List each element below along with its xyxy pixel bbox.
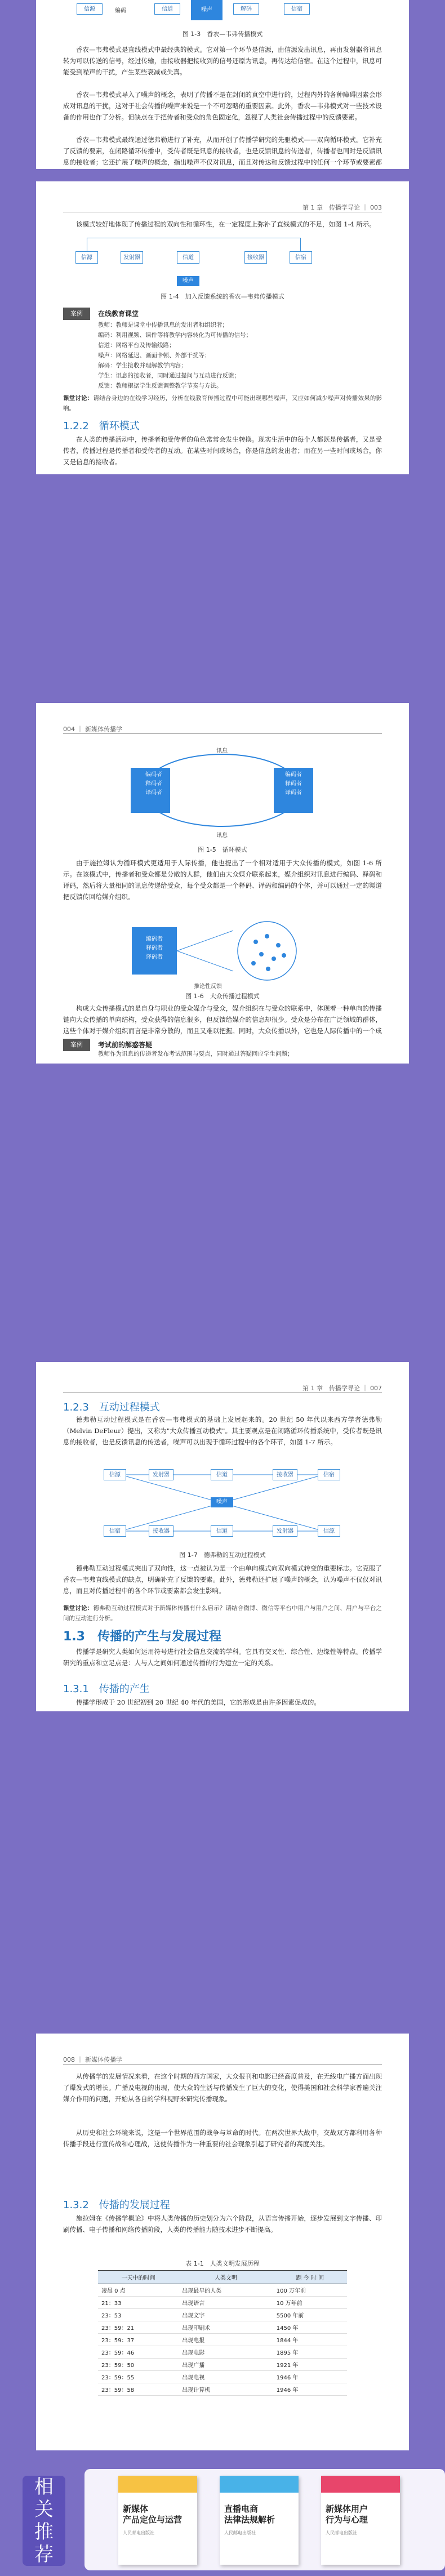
table-row — [98, 2383, 347, 2396]
paragraph: 该模式较好地体现了传播过程的双向性和循环性，在一定程度上弥补了直线模式的不足，如图 1-4 所示。 — [76, 220, 376, 228]
civilization-table — [98, 2270, 347, 2396]
receiver-box: 接收器 — [149, 1525, 173, 1537]
case-line: 反馈：教师根据学生反馈调整教学节奏与方法。 — [98, 382, 222, 389]
section-heading: 1.3.1 传播的产生 — [63, 1683, 150, 1695]
book-cover[interactable] — [321, 2476, 400, 2565]
book-cover[interactable] — [220, 2476, 299, 2565]
book-page-1 — [36, 0, 409, 169]
table-cell: 出现广播 — [179, 2359, 273, 2371]
table-cell: 100 万年前 — [273, 2284, 347, 2297]
table-row — [98, 2284, 347, 2297]
case-line: 编码：利用视频、课件等将教学内容转化为可传播的信号； — [98, 332, 252, 339]
paragraph: 由于施拉姆认为循环模式更适用于人际传播，他也提出了一个相对适用于大众传播的模式，如图 1-6 所示。在该模式中，传播者和受众都是分散的人群，他们由大众媒介联系起来，媒介组织对讯息进行编码、释码和译码，然后将大量相同的讯息传递给受众，每个受众都是一个释码、译码和编码的个体，并可以通过一定的渠道把反馈传回给媒介组织。 — [63, 859, 382, 901]
section-heading: 1.2.2 循环模式 — [63, 420, 140, 432]
running-head: 008 ｜ 新媒体传播学 — [63, 2056, 122, 2063]
table-cell: 1946 年 — [273, 2371, 347, 2383]
left-role-labels: 编码者 释码者 译码者 — [145, 772, 162, 796]
channel-box: 信道 — [177, 251, 199, 264]
receiver-box: 接收器 — [273, 1469, 297, 1480]
figure-caption: 图 1-7 德弗勒的互动过程模式 — [179, 1551, 266, 1559]
paragraph: 在人类的传播活动中，传播者和受传者的角色常常会发生转换。现实生活中的每个人都既是传播者，又是受传者，传播过程是传播者和受传者的互动。在某些时间或场合，你是信息的发出者；而在另一些时间或场合，你又是信息的接收者。 — [63, 435, 382, 466]
table-cell: 1844 年 — [273, 2334, 347, 2346]
feedback-line — [87, 238, 301, 251]
table-cell: 出现电报 — [179, 2334, 273, 2346]
case-line: 噪声：网络延迟、画面卡顿、外部干扰等； — [98, 352, 211, 359]
table-row — [98, 2334, 347, 2346]
paragraph: 构成大众传播模式的是自身与职业的受众媒介与受众，媒介组织在与受众的联系中，体现着一种单向的传播链向大众传播的单向结构，受众获得的信息很多，但反馈给媒介的信息却很少。受众是分布在广泛领域的群体，这些个体对于媒介组织而言是非常分散的，而且又难以把握。同时，大众传播以外，它也是人际传播中的一个成 — [63, 1004, 382, 1035]
case-tag: 案例 — [63, 1039, 90, 1051]
paragraph: 传播学是研究人类如何运用符号进行社会信息交流的学科。它具有交叉性、综合性、边缘性等特点。传播学研究的重点和立足点是：人与人之间如何通过传播的行为建立一定的关系。 — [63, 1648, 382, 1667]
source-box: 信源 — [104, 1469, 126, 1480]
book-page-2 — [36, 181, 409, 474]
transmitter-box: 发射器 — [273, 1525, 297, 1537]
column-header: 距 今 时 间 — [273, 2271, 347, 2284]
table-cell: 出现文字 — [179, 2309, 273, 2321]
table-cell: 23：59：50 — [98, 2359, 179, 2371]
source-box: 信源 — [75, 251, 98, 264]
discussion-text: 请结合身边的在线学习经历，分析在线教育传播过程中可能出现哪些噪声，又应如何减少噪声对传播效果的影响。 — [63, 395, 382, 412]
case-body — [98, 320, 382, 391]
table-cell: 23：59：37 — [98, 2334, 179, 2346]
book-subtitle: 人民邮电出版社 — [123, 2530, 154, 2535]
paragraph: 施拉姆在《传播学概论》中将人类传播的历史划分为六个阶段，从语言传播开始，逐步发展到文字传播、印刷传播、电子传播和网络传播阶段，人类的传播能力随技术进步不断提高。 — [63, 2214, 382, 2234]
encode-label: 编码 — [115, 8, 126, 14]
figure-caption: 图 1-5 循环模式 — [198, 846, 247, 853]
case-line: 教师：教师是课堂中传播讯息的发出者和组织者； — [98, 322, 228, 328]
running-head: 第 1 章 传播学导论 ｜ 007 — [302, 1385, 382, 1392]
table-row — [98, 2309, 347, 2321]
book-title: 直播电商 法律法规解析 — [224, 2504, 275, 2525]
case-tag: 案例 — [63, 308, 90, 320]
header-rule — [63, 1392, 382, 1393]
table-row — [98, 2359, 347, 2371]
book-title: 新媒体用户 行为与心理 — [326, 2504, 368, 2525]
discussion-label: 课堂讨论： — [63, 1605, 94, 1612]
destination-box: 信宿 — [318, 1469, 340, 1480]
book-cover[interactable] — [118, 2476, 197, 2565]
table-cell: 1921 年 — [273, 2359, 347, 2371]
case-line: 解码：学生接收并理解教学内容； — [98, 362, 187, 369]
discussion-label: 课堂讨论： — [63, 395, 94, 402]
paragraph: 香农—韦弗模式最终通过德弗勒进行了补充，从而开创了传播学研究的先驱模式——双向循环模式。它补充了反馈的要素，在闭路循环传播中，受传者既是讯息的接收者，也是反馈讯息的传送者，传播者也同时是反馈讯息的接收者；它还扩展了噪声的概念，指出噪声不仅对讯息，而且对传达和反馈过程中的任何一个环节或要素都 — [63, 136, 382, 166]
column-header: 一天中的时间 — [98, 2271, 179, 2284]
table-cell: 1450 年 — [273, 2321, 347, 2334]
table-cell: 23：53 — [98, 2309, 179, 2321]
section-heading: 1.3.2 传播的发展过程 — [63, 2199, 170, 2211]
header-rule — [63, 733, 382, 734]
channel-box: 信道 — [211, 1525, 233, 1537]
noise-box: 噪声 — [177, 276, 199, 286]
table-row — [98, 2346, 347, 2359]
paragraph: 香农—韦弗模式是直线模式中最经典的模式。它对第一个环节是信源，由信源发出讯息，再由发射器将讯息转为可以传送的信号，经过传输，由接收器把接收到的信号还原为讯息，再传达给信宿。在这个过程中，讯息可能受到噪声的干扰，产生某些衰减或失真。 — [63, 46, 382, 76]
noise-box: 噪声 — [191, 0, 222, 20]
table-caption: 表 1-1 人类文明发展历程 — [185, 2260, 260, 2267]
book-page-4 — [36, 1362, 409, 1711]
decode-box: 解码 — [233, 3, 259, 15]
book-subtitle: 人民邮电出版社 — [326, 2530, 357, 2535]
book-title: 新媒体 产品定位与运营 — [123, 2504, 183, 2525]
table-cell: 出现印刷术 — [179, 2321, 273, 2334]
message-top-label: 讯息 — [216, 748, 228, 754]
table-cell: 23：59：55 — [98, 2371, 179, 2383]
paragraph: 传播学形成于 20 世纪初到 20 世纪 40 年代的美国，它的形成是由许多因素促成的。 — [76, 1698, 321, 1706]
receiver-box: 接收器 — [244, 251, 267, 264]
table-cell: 出现计算机 — [179, 2383, 273, 2396]
table-row — [98, 2321, 347, 2334]
noise-box: 噪声 — [211, 1497, 233, 1507]
paragraph: 德弗勒互动过程模式是在香农—韦弗模式的基础上发展起来的。20 世纪 50 年代以来西方学者德弗勒（Melvin DeFleur）提出，又称为"大众传播互动模式"。其主要观点是在闭路循环传播系统中，受传者既是讯息的接收者，也是反馈讯息的传送者，噪声可以出现于循环过程中的各个环节，如图 1-7 所示。 — [63, 1416, 382, 1446]
message-bottom-label: 讯息 — [216, 833, 228, 839]
right-role-labels: 编码者 释码者 译码者 — [285, 772, 302, 796]
chapter-section-heading: 1.3 传播的产生与发展过程 — [63, 1630, 221, 1644]
figure-caption: 图 1-6 大众传播过程模式 — [185, 993, 260, 1000]
table-cell: 出现最早的人类 — [179, 2284, 273, 2297]
org-role-labels: 编码者 释码者 译码者 — [146, 936, 163, 960]
table-cell: 1895 年 — [273, 2346, 347, 2359]
source-box: 信源 — [77, 3, 103, 15]
table-cell: 凌晨 0 点 — [98, 2284, 179, 2297]
case-title: 考试前的解惑答疑 — [98, 1041, 153, 1049]
paragraph: 从历史和社会环境来说，这是一个世界范围的战争与革命的时代。在两次世界大战中，交战双方都利用各种传播手段进行宣传战和心理战，这使传播作为一种重要的社会现象引起了研究者的高度关注。 — [63, 2129, 382, 2148]
book-page-5 — [36, 2034, 409, 2450]
case-line: 教师作为讯息的传递者发布考试范围与要点，同时通过答疑回应学生问题； — [98, 1051, 293, 1057]
case-title: 在线教育课堂 — [98, 310, 139, 318]
table-row — [98, 2371, 347, 2383]
table-cell: 出现电视 — [179, 2371, 273, 2383]
book-subtitle: 人民邮电出版社 — [224, 2530, 256, 2535]
table-cell: 23：59：21 — [98, 2321, 179, 2334]
recommend-title: 相 关 推 荐 — [23, 2476, 65, 2566]
table-cell: 1946 年 — [273, 2383, 347, 2396]
table-cell: 10 万年前 — [273, 2297, 347, 2309]
column-header: 人类文明 — [179, 2271, 273, 2284]
receiver-box: 信宿 — [284, 3, 310, 15]
destination-box: 信宿 — [104, 1525, 126, 1537]
running-head: 004 ｜ 新媒体传播学 — [63, 726, 122, 733]
discussion-note — [63, 393, 382, 413]
destination-box: 信宿 — [290, 251, 312, 264]
source-box: 信源 — [318, 1525, 340, 1537]
case-line: 信道：网络平台及传输线路； — [98, 342, 175, 349]
table-cell: 21：33 — [98, 2297, 179, 2309]
table-cell: 23：59：46 — [98, 2346, 179, 2359]
transmitter-box: 发射器 — [149, 1469, 173, 1480]
transmitter-box: 发射器 — [121, 251, 143, 264]
table-row — [98, 2297, 347, 2309]
figure-caption: 图 1-4 加入反馈系统的香农—韦弗传播模式 — [161, 293, 284, 300]
table-cell: 5500 年前 — [273, 2309, 347, 2321]
case-body — [98, 1049, 382, 1062]
running-head: 第 1 章 传播学导论 ｜ 003 — [302, 204, 382, 211]
case-line: 学生：讯息的接收者，同时通过提问与互动进行反馈； — [98, 372, 240, 379]
book-page-3 — [36, 703, 409, 1064]
paragraph: 德弗勒互动过程模式突出了双向性，这一点被认为是一个由单向模式向双向模式转变的重要标志。它克服了香农—韦弗直线模式的缺点，明确补充了反馈的要素。此外，德弗勒还扩展了噪声的概念，认为噪声不仅仅对讯息，而且对传播过程中的各个环节或要素都会发生影响。 — [63, 1564, 382, 1595]
table-cell: 出现电影 — [179, 2346, 273, 2359]
paragraph: 香农—韦弗模式导入了噪声的概念，表明了传播不是在封闭的真空中进行的，过程内外的各种障碍因素会形成对讯息的干扰，这对于社会传播的噪声来说是一个不可忽略的重要因素。此外，香农—韦弗模式对一些技术设备的作用也作了分析。但缺点在于把传者和受众的角色固定化，忽视了人类社会传播过程中的反馈要素。 — [63, 91, 382, 121]
discussion-note — [63, 1603, 382, 1623]
table-cell: 23：59：58 — [98, 2383, 179, 2396]
channel-box: 信道 — [211, 1469, 233, 1480]
section-heading: 1.2.3 互动过程模式 — [63, 1402, 160, 1413]
paragraph: 从传播学的发展情况来看，在这个时期的西方国家，大众报刊和电影已经高度普及，在无线电广播方面出现了爆发式的增长。广播及电视的出现，使大众的生活与传播发生了巨大的变化，使得美国和社会科学家普遍关注媒介作用的问题，开始从各自的学科视野来研究传播现象。 — [63, 2072, 382, 2103]
figure-caption: 图 1-3 香农—韦弗传播模式 — [182, 30, 263, 38]
table-cell: 出现语言 — [179, 2297, 273, 2309]
discussion-text: 德弗勒互动过程模式对于新媒体传播有什么启示？请结合微博、微信等平台中用户与用户之间、用户与平台之间的互动进行分析。 — [63, 1605, 382, 1622]
header-rule — [63, 2064, 382, 2065]
feedback-label: 推论性反馈 — [194, 984, 222, 990]
channel-box: 信道 — [154, 3, 180, 15]
